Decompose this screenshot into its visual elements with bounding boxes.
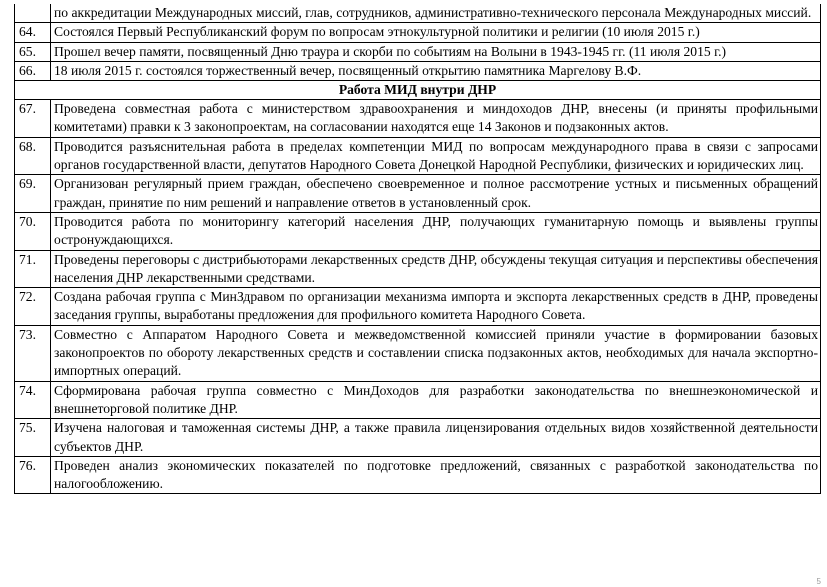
row-text-cell: Совместно с Аппаратом Народного Совета и межведомственной комиссией приняли участие в формировании базовых законопроектов по обороту лекарственных средств и составлении списка подзаконных актов, необходимых для начала экспортно-импортных операций. (51, 325, 821, 381)
row-text-cell: 18 июля 2015 г. состоялся торжественный вечер, посвященный открытию памятника Маргелову В.Ф. (51, 61, 821, 80)
table-row (15, 42, 821, 61)
document-page (14, 4, 820, 494)
table-row (15, 61, 821, 80)
row-number-cell: 67. (15, 100, 51, 138)
row-text-cell: Состоялся Первый Республиканский форум по вопросам этнокультурной политики и религии (10 июля 2015 г.) (51, 23, 821, 42)
row-text-cell: Создана рабочая группа с МинЗдравом по организации механизма импорта и экспорта лекарственных средств в ДНР, проведены заседания группы, выработаны предложения для профильного комитета Народного Совета. (51, 288, 821, 326)
row-number-cell: 66. (15, 61, 51, 80)
row-number-cell: 73. (15, 325, 51, 381)
table-row (15, 419, 821, 457)
row-number-cell: 72. (15, 288, 51, 326)
table-row (15, 381, 821, 419)
row-text-cell: Проводится работа по мониторингу категорий населения ДНР, получающих гуманитарную помощь и выявлены группы остронуждающихся. (51, 212, 821, 250)
table-row (15, 325, 821, 381)
report-table-body (15, 4, 821, 494)
table-row (15, 100, 821, 138)
table-row (15, 288, 821, 326)
page-number: 5 (816, 577, 821, 586)
table-row (15, 250, 821, 288)
row-text-cell: Проводится разъяснительная работа в пределах компетенции МИД по вопросам международного права в связи с запросами органов государственной власти, депутатов Народного Совета Донецкой Народной Республики, физических и юридических лиц. (51, 137, 821, 175)
row-text-cell: Проведены переговоры с дистрибьюторами лекарственных средств ДНР, обсуждены текущая ситуация и перспективы обеспечения населения ДНР лекарственными средствами. (51, 250, 821, 288)
row-number-cell: 75. (15, 419, 51, 457)
row-text-cell: Сформирована рабочая группа совместно с МинДоходов для разработки законодательства по внешнеэкономической и внешнеторговой политике ДНР. (51, 381, 821, 419)
table-row (15, 137, 821, 175)
row-number-cell: 68. (15, 137, 51, 175)
row-text-cell: Организован регулярный прием граждан, обеспечено своевременное и полное рассмотрение устных и письменных обращений граждан, принятие по ним решений и направление ответов в установленный срок. (51, 175, 821, 213)
table-row-continued (15, 4, 821, 23)
row-text-cell: Изучена налоговая и таможенная системы ДНР, а также правила лицензирования отдельных видов хозяйственной деятельности субъектов ДНР. (51, 419, 821, 457)
row-number-cell (15, 4, 51, 23)
row-number-cell: 69. (15, 175, 51, 213)
row-text-cell: Прошел вечер памяти, посвященный Дню траура и скорби по событиям на Волыни в 1943-1945 гг. (11 июля 2015 г.) (51, 42, 821, 61)
section-title: Работа МИД внутри ДНР (15, 81, 821, 100)
row-number-cell: 65. (15, 42, 51, 61)
row-number-cell: 70. (15, 212, 51, 250)
table-row (15, 175, 821, 213)
row-number-cell: 64. (15, 23, 51, 42)
table-row (15, 212, 821, 250)
row-text-cell: Проведен анализ экономических показателей по подготовке предложений, связанных с разработкой законодательства по налогообложению. (51, 456, 821, 494)
row-text-cell: Проведена совместная работа с министерством здравоохранения и миндоходов ДНР, внесены (и приняты профильными комитетами) правки к 3 законопроектам, на согласовании находятся еще 14 Законов и подзаконных актов. (51, 100, 821, 138)
row-text-cell: по аккредитации Международных миссий, глав, сотрудников, административно-технического персонала Международных миссий. (51, 4, 821, 23)
report-table (14, 4, 821, 494)
row-number-cell: 76. (15, 456, 51, 494)
row-number-cell: 74. (15, 381, 51, 419)
section-header-row (15, 81, 821, 100)
table-row (15, 23, 821, 42)
row-number-cell: 71. (15, 250, 51, 288)
table-row (15, 456, 821, 494)
